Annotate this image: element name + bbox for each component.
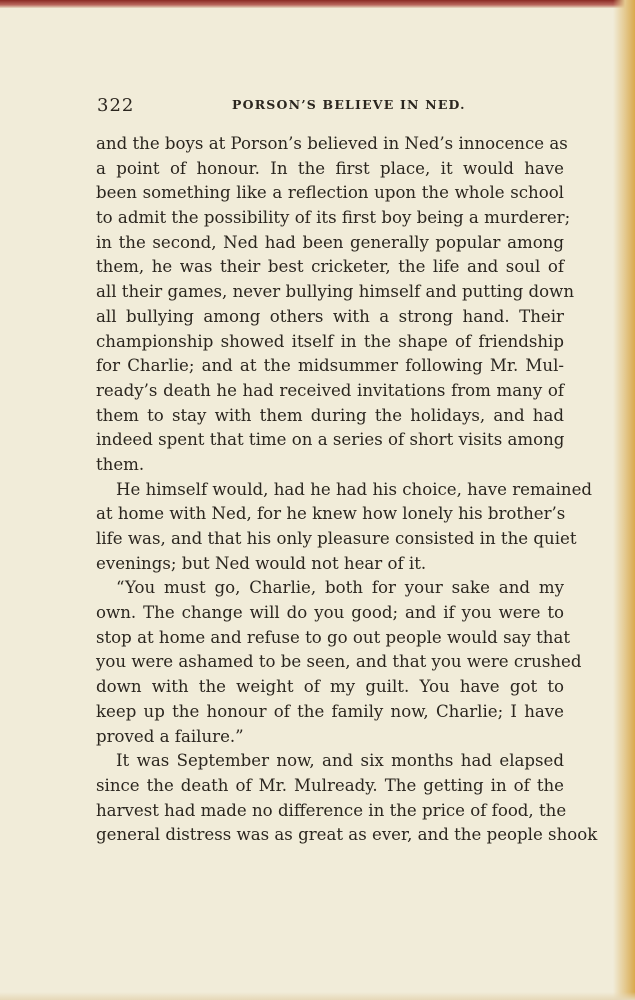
text-line: and the boys at Porson’s believed in Ned’s innocence as bbox=[96, 134, 568, 153]
text-line: since the death of Mr. Mulready. The getting in of the bbox=[96, 775, 564, 795]
text-line: you were ashamed to be seen, and that you were crushed bbox=[96, 652, 582, 672]
text-line: to admit the possibility of its first boy being a murderer; bbox=[96, 208, 571, 228]
text-line: ready’s death he had received invitations from many of bbox=[96, 380, 564, 400]
text-line: evenings; but Ned would not hear of it. bbox=[96, 553, 427, 573]
text-line: championship showed itself in the shape of friendship bbox=[96, 331, 564, 351]
body-text bbox=[96, 132, 598, 848]
text-line: proved a failure.” bbox=[96, 726, 244, 746]
text-line: It was September now, and six months had elapsed bbox=[116, 751, 564, 771]
text-line: stop at home and refuse to go out people would say that bbox=[96, 627, 571, 647]
text-line: all their games, never bullying himself and putting down bbox=[96, 282, 575, 302]
text-line: life was, and that his only pleasure consisted in the quiet bbox=[96, 529, 577, 548]
running-head bbox=[97, 95, 565, 117]
text-line: own. The change will do you good; and if you were to bbox=[96, 603, 564, 623]
text-line: them, he was their best cricketer, the life and soul of bbox=[96, 257, 564, 277]
text-line: He himself would, had he had his choice, have remained bbox=[116, 479, 593, 499]
text-line: all bullying among others with a strong hand. Their bbox=[96, 306, 564, 326]
text-line: them. bbox=[96, 454, 145, 474]
text-line: general distress was as great as ever, and the people shook bbox=[96, 825, 598, 845]
page-top-edge bbox=[0, 0, 635, 8]
text-line: in the second, Ned had been generally popular among bbox=[96, 232, 564, 252]
text-line: at home with Ned, for he knew how lonely his brother’s bbox=[96, 504, 566, 524]
text-line: them to stay with them during the holidays, and had bbox=[96, 405, 564, 425]
text-line: been something like a reflection upon the whole school bbox=[96, 183, 564, 203]
text-line: down with the weight of my guilt. You have got to bbox=[96, 677, 564, 697]
page-bottom-edge bbox=[0, 992, 635, 1000]
text-line: “You must go, Charlie, both for your sake and my bbox=[116, 578, 564, 598]
text-line: a point of honour. In the first place, it would have bbox=[96, 158, 564, 178]
text-line: keep up the honour of the family now, Charlie; I have bbox=[96, 701, 564, 721]
text-line: harvest had made no difference in the price of food, the bbox=[96, 800, 567, 820]
running-head-title: PORSON’S BELIEVE IN NED. bbox=[232, 97, 466, 112]
page-right-edge bbox=[613, 0, 635, 1000]
text-line: for Charlie; and at the midsummer following Mr. Mul- bbox=[96, 356, 564, 376]
text-line: indeed spent that time on a series of short visits among bbox=[96, 430, 565, 450]
page-number: 322 bbox=[97, 95, 135, 116]
